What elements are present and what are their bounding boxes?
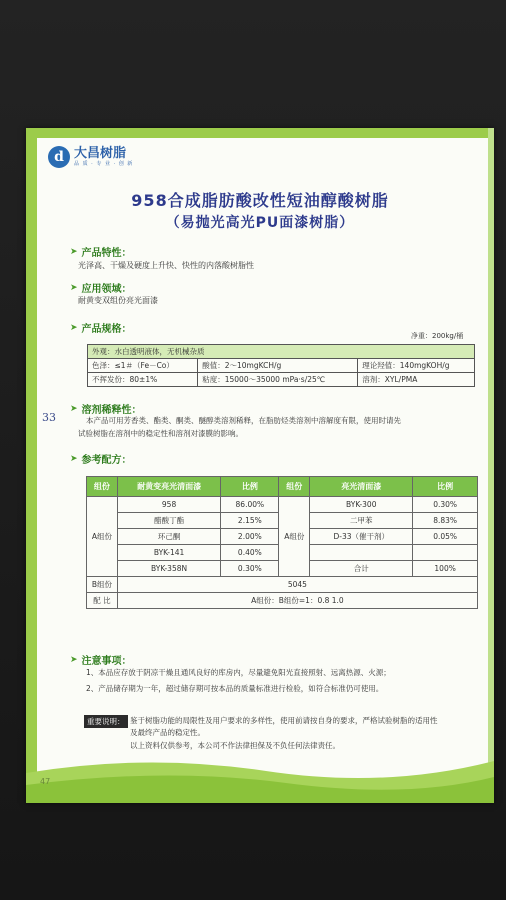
applications-text: 耐黄变双组份亮光面漆 bbox=[78, 296, 158, 305]
bullet-arrow-icon: ➤ bbox=[70, 403, 78, 414]
solvent-text-2: 试验树脂在溶剂中的稳定性和溶剂对漆膜的影响。 bbox=[78, 429, 243, 438]
cell: 合计 bbox=[310, 561, 413, 577]
spec-appearance: 外观：水白透明液体，无机械杂质 bbox=[88, 345, 475, 359]
cell: 环己酮 bbox=[117, 529, 221, 545]
handwritten-mark: 33 bbox=[42, 411, 56, 424]
features-text: 光泽高、干燥及硬度上升快、快性的内落酸树脂性 bbox=[78, 261, 254, 270]
spec-solvent: 溶剂：XYL/PMA bbox=[358, 373, 475, 387]
important-tag: 重要说明： bbox=[84, 715, 128, 728]
important-line-2: 及最终产品的稳定性。 bbox=[130, 728, 205, 737]
section-solvent: ➤ 溶剂稀释性： bbox=[70, 403, 142, 416]
section-applications: ➤ 应用领域： bbox=[70, 282, 132, 295]
bottom-wave bbox=[26, 743, 494, 803]
th-left-title: 耐黄变亮光清面漆 bbox=[117, 477, 221, 497]
ratio-label: 配 比 bbox=[87, 593, 118, 609]
th-group2: 组份 bbox=[279, 477, 310, 497]
bullet-arrow-icon: ➤ bbox=[70, 654, 78, 665]
b-group-label: B组份 bbox=[87, 577, 118, 593]
net-weight: 净重：200kg/桶 bbox=[411, 332, 464, 340]
spec-table bbox=[87, 344, 475, 387]
bullet-arrow-icon: ➤ bbox=[70, 246, 78, 257]
th-ratio2: 比例 bbox=[413, 477, 478, 497]
brochure-page bbox=[26, 128, 494, 803]
important-line-3: 以上资料仅供参考，本公司不作法律担保及不负任何法律责任。 bbox=[130, 741, 340, 750]
solvent-text-1: 本产品可用芳香类、酯类、酮类、醚醇类溶剂稀释，在脂肪烃类溶剂中溶解度有限，使用时请先 bbox=[86, 416, 401, 425]
company-logo bbox=[48, 146, 133, 168]
cell bbox=[413, 545, 478, 561]
page-number: 47 bbox=[40, 777, 51, 786]
section-specs: ➤ 产品规格： bbox=[70, 322, 132, 335]
formula-table bbox=[86, 476, 478, 609]
table-row bbox=[87, 577, 478, 593]
note-item-1: 1、本品应存放于阴凉干燥且通风良好的库房内，尽量避免阳光直接照射、远离热源、火源； bbox=[86, 668, 391, 677]
logo-name: 大昌树脂 bbox=[74, 145, 127, 161]
top-green-band bbox=[26, 128, 494, 138]
bullet-arrow-icon: ➤ bbox=[70, 322, 78, 333]
important-line-1: 鉴于树脂功能的局限性及用户要求的多样性，使用前请按自身的要求，严格试验树脂的适用性 bbox=[130, 716, 438, 725]
cell: 醋酸丁酯 bbox=[117, 513, 221, 529]
cell: BYK-141 bbox=[117, 545, 221, 561]
right-group-cell: A组份 bbox=[279, 497, 310, 577]
logo-icon: d bbox=[48, 146, 70, 168]
cell: 2.15% bbox=[221, 513, 279, 529]
note-item-2: 2、产品储存期为一年，超过储存期可按本品的质量标准进行检验，如符合标准仍可使用。 bbox=[86, 684, 384, 693]
th-right-title: 亮光清面漆 bbox=[310, 477, 413, 497]
table-row bbox=[87, 593, 478, 609]
b-group-value: 5045 bbox=[117, 577, 477, 593]
th-ratio: 比例 bbox=[221, 477, 279, 497]
spec-nonvolatile: 不挥发份：80±1% bbox=[88, 373, 198, 387]
cell: D-33（催干剂） bbox=[310, 529, 413, 545]
bullet-arrow-icon: ➤ bbox=[70, 282, 78, 293]
cell: 100% bbox=[413, 561, 478, 577]
cell: 958 bbox=[117, 497, 221, 513]
spec-color: 色泽：≤1＃（Fe－Co） bbox=[88, 359, 198, 373]
cell: 0.05% bbox=[413, 529, 478, 545]
product-title: 958合成脂肪酸改性短油醇酸树脂 bbox=[131, 191, 389, 210]
logo-slogan: 品 质 · 专 业 · 创 新 bbox=[74, 160, 134, 167]
cell: BYK-358N bbox=[117, 561, 221, 577]
section-formula: ➤ 参考配方： bbox=[70, 453, 132, 466]
bullet-arrow-icon: ➤ bbox=[70, 453, 78, 464]
spec-acid: 酸值：2～10mgKCH/g bbox=[198, 359, 358, 373]
cell: BYK-300 bbox=[310, 497, 413, 513]
cell: 0.30% bbox=[221, 561, 279, 577]
ratio-value: A组份：B组份=1：0.8 1.0 bbox=[117, 593, 477, 609]
left-group-cell: A组份 bbox=[87, 497, 118, 577]
cell: 8.83% bbox=[413, 513, 478, 529]
spec-hydroxyl: 理论羟值：140mgKOH/g bbox=[358, 359, 475, 373]
cell: 2.00% bbox=[221, 529, 279, 545]
spec-viscosity: 粘度：15000～35000 mPa·s/25℃ bbox=[198, 373, 358, 387]
section-notes: ➤ 注意事项： bbox=[70, 654, 132, 667]
cell: 0.40% bbox=[221, 545, 279, 561]
th-group: 组份 bbox=[87, 477, 118, 497]
cell bbox=[310, 545, 413, 561]
table-row bbox=[87, 497, 478, 513]
cell: 86.00% bbox=[221, 497, 279, 513]
cell: 二甲苯 bbox=[310, 513, 413, 529]
product-subtitle: （易抛光高光PU面漆树脂） bbox=[165, 215, 355, 231]
section-features: ➤ 产品特性： bbox=[70, 246, 132, 259]
cell: 0.30% bbox=[413, 497, 478, 513]
